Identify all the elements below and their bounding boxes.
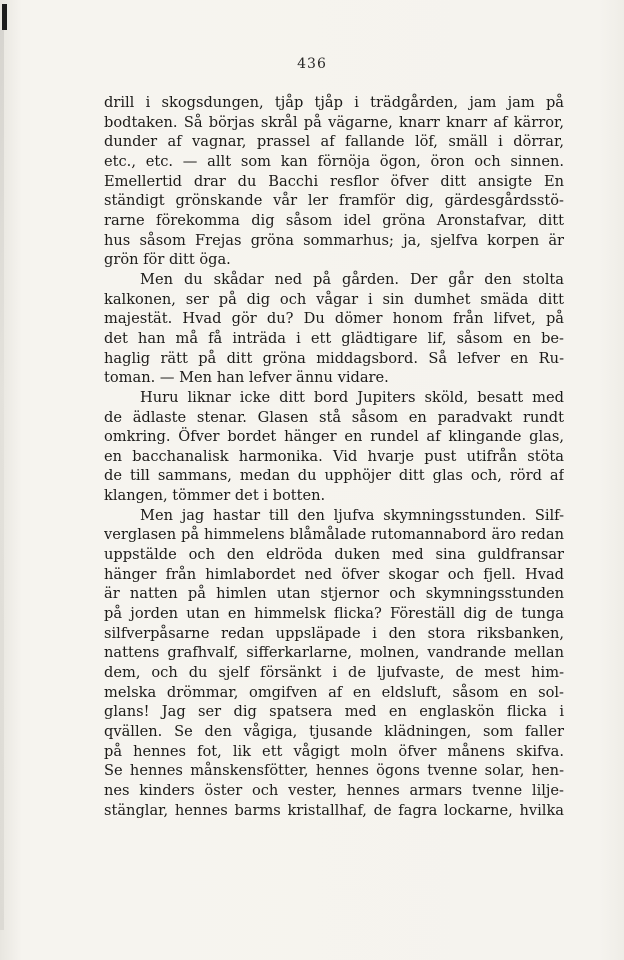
text-line: haglig rätt på ditt gröna middagsbord. Så lefver en Ru- [104, 349, 564, 367]
text-line: en bacchanalisk harmonika. Vid hvarje pust utifrån stöta [104, 447, 564, 465]
text-line: toman. — Men han lefver ännu vidare. [104, 369, 389, 387]
page-number: 436 [297, 56, 327, 72]
text-line: dunder af vagnar, prassel af fallande löf, smäll i dörrar, [104, 133, 564, 151]
text-line: majestät. Hvad gör du? Du dömer honom från lifvet, på [104, 310, 564, 328]
text-line: det han må få inträda i ett glädtigare lif, såsom en be- [104, 329, 564, 347]
text-line: etc., etc. — allt som kan förnöja ögon, öron och sinnen. [104, 152, 564, 170]
text-line: är natten på himlen utan stjernor och skymningsstunden [104, 585, 564, 603]
text-line: melska drömmar, omgifven af en eldsluft, såsom en sol- [104, 683, 564, 701]
text-line: Huru liknar icke ditt bord Jupiters sköld, besatt med [140, 388, 564, 406]
text-line: hus såsom Frejas gröna sommarhus; ja, sjelfva korpen är [104, 231, 564, 249]
text-line: ständigt grönskande vår ler framför dig, gärdesgårdsstö- [104, 192, 564, 210]
text-line: omkring. Öfver bordet hänger en rundel af klingande glas, [104, 428, 564, 446]
text-line: rarne förekomma dig såsom idel gröna Aronstafvar, ditt [104, 211, 564, 229]
text-line: nattens grafhvalf, sifferkarlarne, molnen, vandrande mellan [104, 644, 564, 662]
text-line: glans! Jag ser dig spatsera med en englaskön flicka i [104, 703, 564, 721]
text-line: drill i skogsdungen, tjåp tjåp i trädgården, jam jam på [104, 94, 564, 111]
text-line: qvällen. Se den vågiga, tjusande klädningen, som faller [104, 723, 564, 740]
text-line: bodtaken. Så börjas skrål på vägarne, knarr knarr af kärror, [104, 113, 564, 131]
text-line: Men du skådar ned på gården. Der går den stolta [140, 270, 564, 288]
text-line: silfverpåsarne redan uppsläpade i den stora riksbanken, [104, 624, 564, 642]
binding-shadow [0, 30, 4, 930]
body-text [104, 93, 564, 820]
text-line: grön för ditt öga. [104, 251, 231, 269]
text-line: på hennes fot, lik ett vågigt moln öfver månens skifva. [104, 742, 564, 760]
text-line: uppstälde och den eldröda duken med sina guldfransar [104, 546, 564, 564]
scan-edge-mark [2, 4, 7, 30]
text-line: nes kinders öster och vester, hennes armars tvenne lilje- [104, 781, 564, 799]
text-line: klangen, tömmer det i botten. [104, 487, 326, 505]
text-line: stänglar, hennes barms kristallhaf, de fagra lockarne, hvilka [104, 801, 564, 819]
text-line: de ädlaste stenar. Glasen stå såsom en paradvakt rundt [104, 408, 564, 426]
text-line: verglasen på himmelens blåmålade rutomannabord äro redan [104, 526, 564, 544]
text-line: Men jag hastar till den ljufva skymningsstunden. Silf- [140, 506, 564, 524]
text-line: kalkonen, ser på dig och vågar i sin dumhet smäda ditt [104, 290, 564, 308]
text-line: dem, och du sjelf försänkt i de ljufvaste, de mest him- [104, 664, 564, 682]
text-line: Se hennes månskensfötter, hennes ögons tvenne solar, hen- [104, 762, 564, 780]
text-line: hänger från himlabordet ned öfver skogar och fjell. Hvad [104, 565, 564, 583]
text-line: Emellertid drar du Bacchi resflor öfver ditt ansigte En [104, 172, 564, 190]
text-line: de till sammans, medan du upphöjer ditt glas och, rörd af [104, 467, 564, 485]
text-line: på jorden utan en himmelsk flicka? Föreställ dig de tunga [104, 605, 564, 623]
